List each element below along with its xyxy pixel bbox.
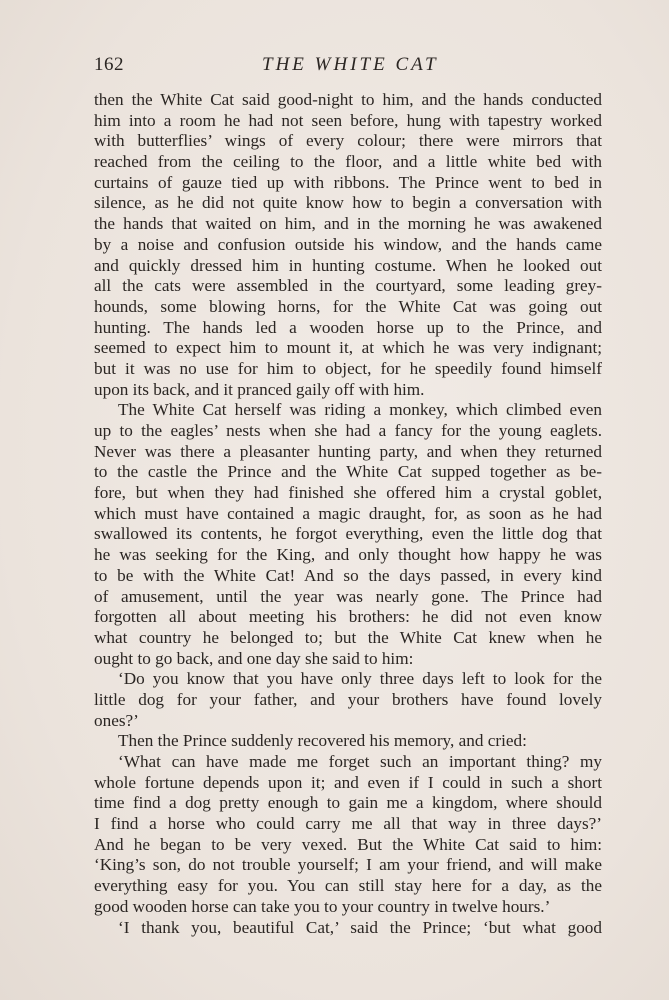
text-line: of amusement, until the year was nearly gone. The Prince had — [94, 586, 602, 606]
text-line: whole fortune depends upon it; and even if I could in such a short — [94, 772, 602, 792]
page-header — [94, 54, 604, 84]
text-line: Never was there a pleasanter hunting party, and when they returned — [94, 441, 602, 461]
text-line: ‘King’s son, do not trouble yourself; I am your friend, and will make — [94, 855, 602, 875]
text-line: everything easy for you. You can still stay here for a day, as the — [94, 876, 602, 896]
text-line: then the White Cat said good-night to him, and the hands conducted — [94, 90, 602, 109]
text-line: ought to go back, and one day she said to him: — [94, 648, 414, 668]
text-line: I find a horse who could carry me all that way in three days?’ — [94, 814, 602, 834]
text-line: ones?’ — [94, 710, 139, 730]
text-line: good wooden horse can take you to your country in twelve hours.’ — [94, 896, 551, 916]
text-line: which must have contained a magic draught, for, as soon as he had — [94, 503, 602, 523]
text-line: to the castle the Prince and the White Cat supped together as be- — [94, 462, 602, 482]
text-line: silence, as he did not quite know how to begin a conversation with — [94, 193, 602, 213]
text-line: Then the Prince suddenly recovered his memory, and cried: — [118, 731, 527, 751]
text-line: swallowed its contents, he forgot everything, even the little dog that — [94, 524, 602, 544]
text-line: and quickly dressed him in hunting costume. When he looked out — [94, 255, 602, 275]
text-line: hunting. The hands led a wooden horse up to the Prince, and — [94, 317, 602, 337]
text-line: curtains of gauze tied up with ribbons. The Prince went to bed in — [94, 172, 602, 192]
text-line: with butterflies’ wings of every colour; there were mirrors that — [94, 131, 602, 151]
text-line: fore, but when they had finished she offered him a crystal goblet, — [94, 483, 602, 503]
text-line: he was seeking for the King, and only thought how happy he was — [94, 545, 602, 565]
text-line: The White Cat herself was riding a monkey, which climbed even — [118, 400, 602, 420]
text-line: him into a room he had not seen before, hung with tapestry worked — [94, 110, 602, 130]
page-number: 162 — [94, 54, 124, 75]
text-line: to be with the White Cat! And so the days passed, in every kind — [94, 565, 602, 585]
text-line: reached from the ceiling to the floor, and a little white bed with — [94, 152, 602, 172]
text-line: forgotten all about meeting his brothers: he did not even know — [94, 607, 602, 627]
text-line: the hands that waited on him, and in the morning he was awakened — [94, 214, 602, 234]
text-line: by a noise and confusion outside his window, and the hands came — [94, 234, 602, 254]
text-line: seemed to expect him to mount it, at which he was very indignant; — [94, 338, 602, 358]
body-text — [94, 90, 602, 938]
text-line: up to the eagles’ nests when she had a fancy for the young eaglets. — [94, 421, 602, 440]
running-title: THE WHITE CAT — [262, 54, 439, 75]
text-line: what country he belonged to; but the White Cat knew when he — [94, 627, 602, 647]
text-line: but it was no use for him to object, for he speedily found himself — [94, 358, 602, 378]
text-line: ‘I thank you, beautiful Cat,’ said the Prince; ‘but what good — [118, 917, 602, 937]
text-line: all the cats were assembled in the courtyard, some leading grey- — [94, 276, 602, 296]
text-line: time find a dog pretty enough to gain me a kingdom, where should — [94, 793, 602, 813]
text-line: little dog for your father, and your brothers have found lovely — [94, 689, 602, 709]
text-line: upon its back, and it pranced gaily off with him. — [94, 379, 425, 399]
text-line: ‘Do you know that you have only three days left to look for the — [118, 669, 602, 689]
text-line: hounds, some blowing horns, for the White Cat was going out — [94, 296, 602, 316]
text-line: ‘What can have made me forget such an important thing? my — [118, 752, 602, 771]
text-line: And he began to be very vexed. But the White Cat said to him: — [94, 834, 602, 854]
